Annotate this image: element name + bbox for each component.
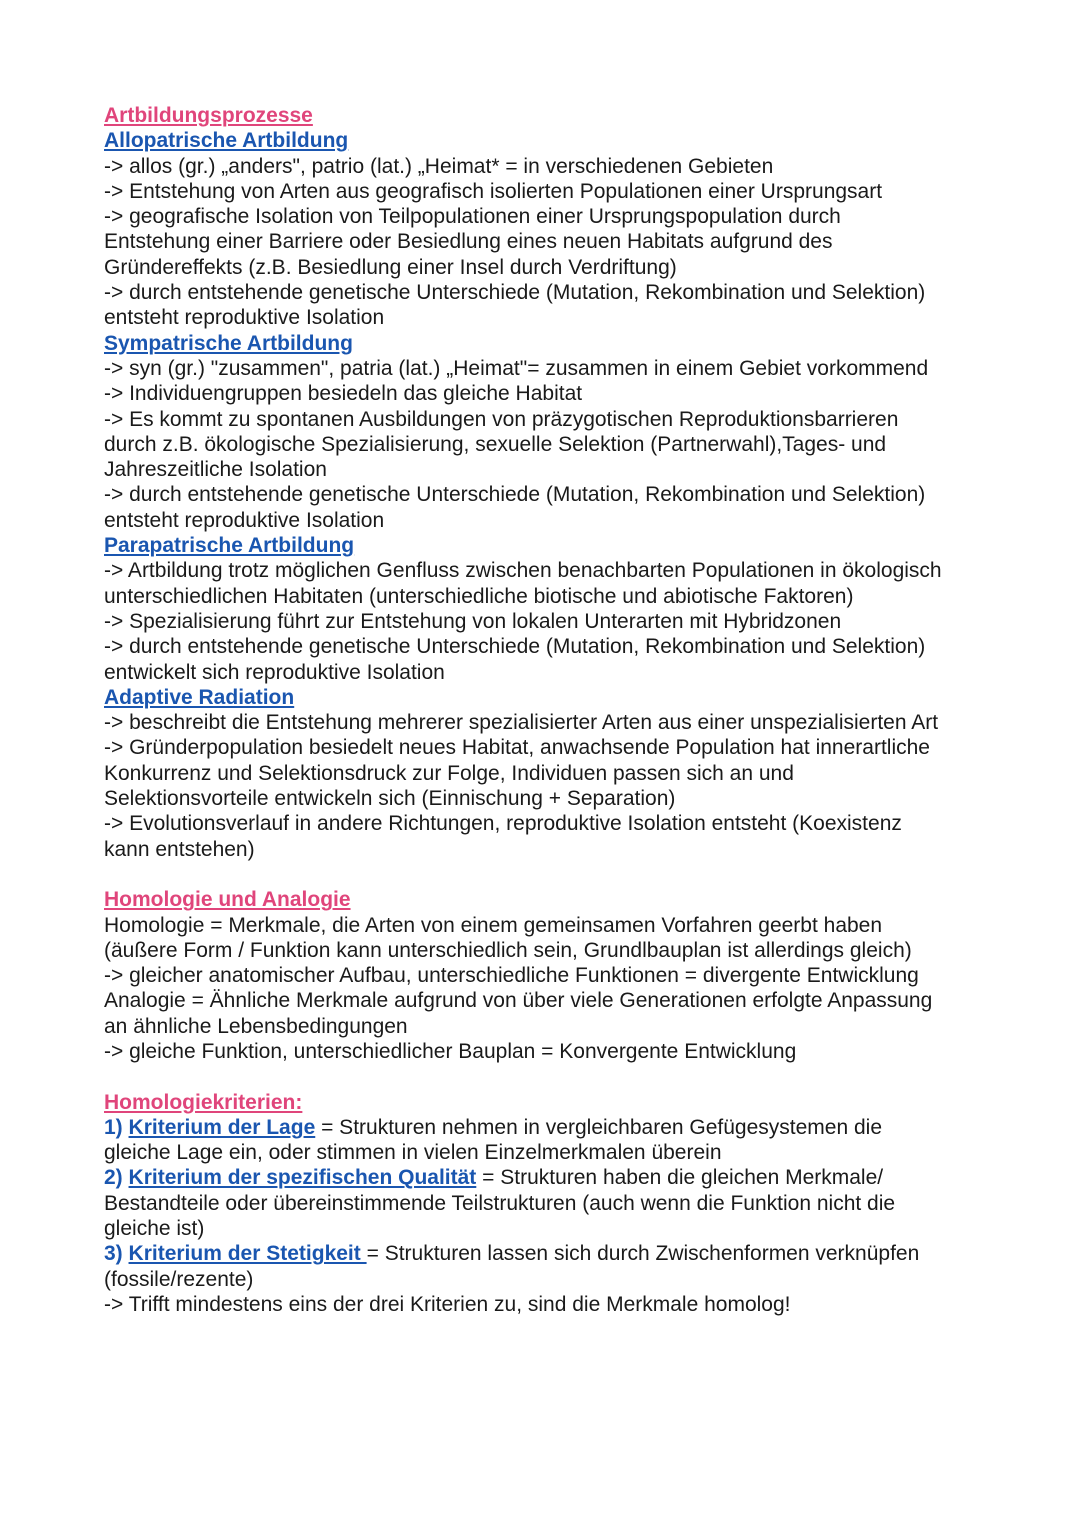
text-line: -> durch entstehende genetische Unterschiede (Mutation, Rekombination und Selektion) — [104, 635, 926, 659]
text-line: entsteht reproduktive Isolation — [104, 306, 385, 330]
conclusion-line: -> Trifft mindestens eins der drei Kriterien zu, sind die Merkmale homolog! — [104, 1292, 791, 1316]
criterion-stetigkeit — [104, 1241, 1004, 1266]
criterion-number: 3) — [104, 1242, 123, 1266]
text-line: -> Artbildung trotz möglichen Genfluss zwischen benachbarten Populationen in ökologisch — [104, 559, 942, 583]
text-line: durch z.B. ökologische Spezialisierung, sexuelle Selektion (Partnerwahl),Tages- und — [104, 432, 887, 456]
spacer — [104, 862, 1004, 887]
heading-parapatrische-artbildung: Parapatrische Artbildung — [104, 534, 355, 558]
text-line: -> gleicher anatomischer Aufbau, unterschiedliche Funktionen = divergente Entwicklung — [104, 964, 919, 988]
document-page — [104, 103, 1004, 1317]
text-line: -> geografische Isolation von Teilpopulationen einer Ursprungspopulation durch — [104, 205, 841, 229]
text-line: -> Individuengruppen besiedeln das gleiche Habitat — [104, 382, 583, 406]
criterion-description: = Strukturen haben die gleichen Merkmale/ — [476, 1166, 884, 1190]
text-line: gleiche Lage ein, oder stimmen in vielen Einzelmerkmalen überein — [104, 1141, 722, 1165]
criterion-name-spezifische-qualitaet: Kriterium der spezifischen Qualität — [128, 1166, 477, 1190]
subsection-parapatrisch — [104, 533, 1004, 685]
criterion-description: = Strukturen nehmen in vergleichbaren Gefügesystemen die — [315, 1115, 882, 1139]
heading-sympatrische-artbildung: Sympatrische Artbildung — [104, 331, 353, 355]
text-line: -> syn (gr.) "zusammen", patria (lat.) „Heimat"= zusammen in einem Gebiet vorkommend — [104, 356, 929, 380]
text-line: -> Gründerpopulation besiedelt neues Habitat, anwachsende Population hat innerartliche — [104, 736, 930, 760]
criterion-spezifische-qualitaet — [104, 1165, 1004, 1190]
spacer — [104, 1064, 1004, 1089]
text-line: entsteht reproduktive Isolation — [104, 508, 385, 532]
text-line: -> gleiche Funktion, unterschiedlicher Bauplan = Konvergente Entwicklung — [104, 1039, 797, 1063]
subsection-allopatrisch — [104, 128, 1004, 330]
criterion-name-lage: Kriterium der Lage — [128, 1115, 316, 1139]
section-homologiekriterien — [104, 1090, 1004, 1318]
text-line: Konkurrenz und Selektionsdruck zur Folge, Individuen passen sich an und — [104, 761, 794, 785]
section-homologie — [104, 887, 1004, 1064]
text-line: -> durch entstehende genetische Unterschiede (Mutation, Rekombination und Selektion) — [104, 281, 926, 305]
text-line: Jahreszeitliche Isolation — [104, 458, 327, 482]
section-title-homologie-und-analogie: Homologie und Analogie — [104, 888, 351, 912]
text-line: Gründereffekts (z.B. Besiedlung einer Insel durch Verdriftung) — [104, 255, 677, 279]
criterion-lage — [104, 1115, 1004, 1140]
heading-adaptive-radiation: Adaptive Radiation — [104, 685, 295, 709]
text-line: Bestandteile oder übereinstimmende Teilstrukturen (auch wenn die Funktion nicht die — [104, 1191, 896, 1215]
text-line: (fossile/rezente) — [104, 1267, 254, 1291]
text-line: Selektionsvorteile entwickeln sich (Einnischung + Separation) — [104, 787, 676, 811]
text-line: -> Spezialisierung führt zur Entstehung von lokalen Unterarten mit Hybridzonen — [104, 609, 842, 633]
criterion-number: 2) — [104, 1166, 123, 1190]
subsection-sympatrisch — [104, 331, 1004, 533]
text-line: -> beschreibt die Entstehung mehrerer spezialisierter Arten aus einer unspezialisierten Art — [104, 711, 939, 735]
section-title-artbildungsprozesse: Artbildungsprozesse — [104, 104, 313, 127]
text-line: -> durch entstehende genetische Unterschiede (Mutation, Rekombination und Selektion) — [104, 483, 926, 507]
text-line: Entstehung einer Barriere oder Besiedlung eines neuen Habitats aufgrund des — [104, 230, 833, 254]
section-title-homologiekriterien: Homologiekriterien: — [104, 1090, 303, 1114]
text-line: -> allos (gr.) „anders", patrio (lat.) „Heimat* = in verschiedenen Gebieten — [104, 154, 774, 178]
text-line: kann entstehen) — [104, 837, 255, 861]
text-line: Homologie = Merkmale, die Arten von einem gemeinsamen Vorfahren geerbt haben — [104, 913, 883, 937]
text-line: unterschiedlichen Habitaten (unterschiedliche biotische und abiotische Faktoren) — [104, 584, 854, 608]
text-line: an ähnliche Lebensbedingungen — [104, 1014, 408, 1038]
text-line: gleiche ist) — [104, 1217, 205, 1241]
text-line: -> Es kommt zu spontanen Ausbildungen von präzygotischen Reproduktionsbarrieren — [104, 407, 899, 431]
text-line: (äußere Form / Funktion kann unterschiedlich sein, Grundlbauplan ist allerdings gleich) — [104, 938, 912, 962]
text-line: -> Evolutionsverlauf in andere Richtungen, reproduktive Isolation entsteht (Koexistenz — [104, 812, 902, 836]
text-line: -> Entstehung von Arten aus geografisch isolierten Populationen einer Ursprungsart — [104, 179, 883, 203]
text-line: entwickelt sich reproduktive Isolation — [104, 660, 445, 684]
criterion-number: 1) — [104, 1115, 123, 1139]
text-line: Analogie = Ähnliche Merkmale aufgrund von über viele Generationen erfolgte Anpassung — [104, 989, 933, 1013]
criterion-name-stetigkeit: Kriterium der Stetigkeit — [128, 1242, 367, 1266]
subsection-adaptive-radiation — [104, 685, 1004, 862]
heading-allopatrische-artbildung: Allopatrische Artbildung — [104, 129, 349, 153]
criterion-description: = Strukturen lassen sich durch Zwischenformen verknüpfen — [366, 1242, 920, 1266]
